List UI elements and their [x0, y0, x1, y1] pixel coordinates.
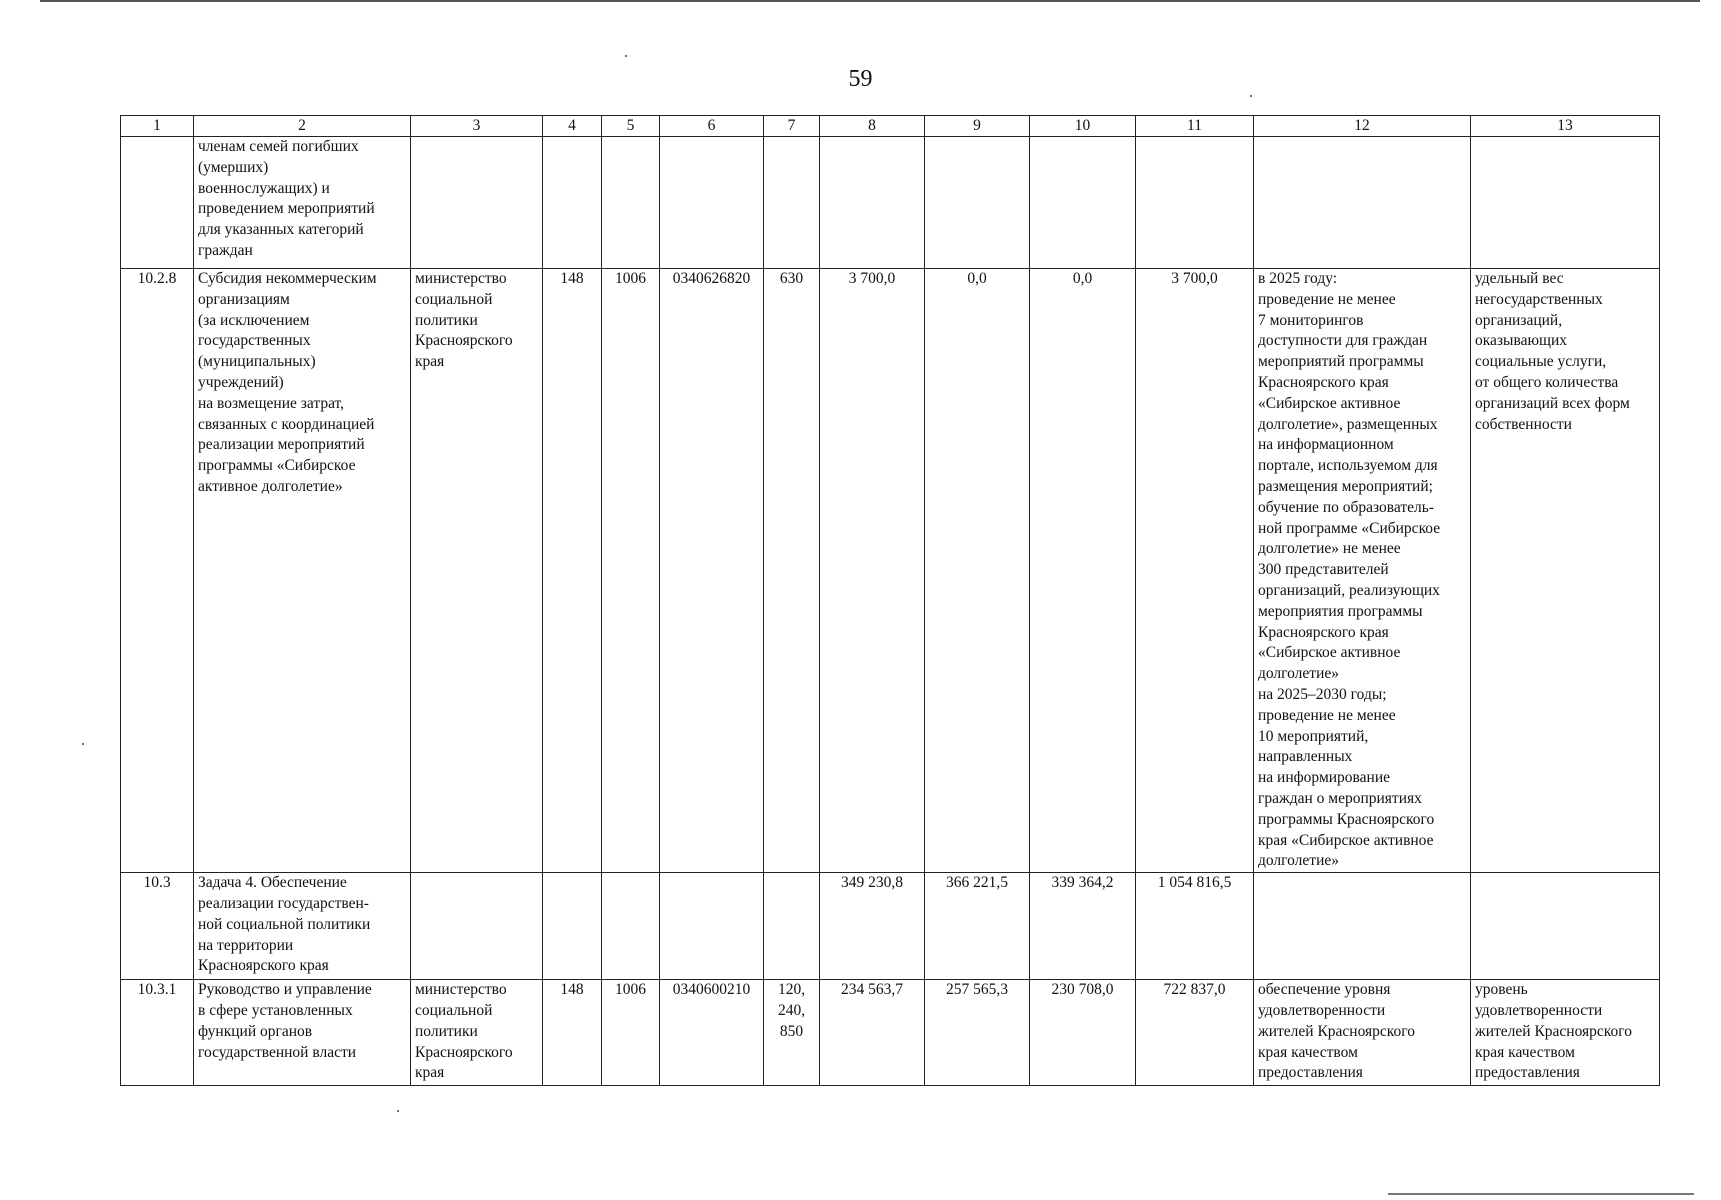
- rzpr-code: [602, 873, 660, 980]
- column-number-row: [121, 116, 1660, 137]
- amount-2025: 349 230,8: [820, 873, 925, 980]
- grbs-code: [543, 873, 602, 980]
- rzpr-code: [602, 137, 660, 269]
- executor: [411, 873, 543, 980]
- scan-speck: [625, 55, 627, 57]
- indicator: [1471, 873, 1660, 980]
- grbs-code: 148: [543, 980, 602, 1086]
- col-header-3: 3: [411, 116, 543, 137]
- expected-result: в 2025 году: проведение не менее 7 мониторингов доступности для граждан мероприятий программы Красноярского края «Сибирское активное долголетие», размещенных на информационном портале, используемом для размещения мероприятий; обучение по образователь- ной программе «Сибирское долголетие» не менее 300 представителей организаций, реализующих мероприятия программы Красноярского края «Сибирское активное долголетие» на 2025–2030 годы; проведение не менее 10 мероприятий, направленных на информирование граждан о мероприятиях программы Красноярского края «Сибирское активное долголетие»: [1254, 269, 1471, 873]
- csr-code: [660, 873, 764, 980]
- measure-name: членам семей погибших (умерших) военнослужащих) и проведением мероприятий для указанных категорий граждан: [194, 137, 411, 269]
- vr-code: [764, 873, 820, 980]
- table-row: [121, 269, 1660, 873]
- page-number: 59: [848, 66, 873, 92]
- col-header-6: 6: [660, 116, 764, 137]
- amount-2027: 0,0: [1030, 269, 1136, 873]
- scan-speck: [397, 1110, 399, 1112]
- table-row: [121, 980, 1660, 1086]
- row-number: [121, 137, 194, 269]
- executor: министерство социальной политики Красноярского края: [411, 269, 543, 873]
- amount-2026: 0,0: [925, 269, 1030, 873]
- amount-2027: [1030, 137, 1136, 269]
- vr-code: [764, 137, 820, 269]
- vr-code: 120, 240, 850: [764, 980, 820, 1086]
- measure-name: Руководство и управление в сфере установленных функций органов государственной власти: [194, 980, 411, 1086]
- col-header-2: 2: [194, 116, 411, 137]
- col-header-11: 11: [1136, 116, 1254, 137]
- amount-2026: 257 565,3: [925, 980, 1030, 1086]
- amount-total: 1 054 816,5: [1136, 873, 1254, 980]
- row-number: 10.3: [121, 873, 194, 980]
- amount-2025: 234 563,7: [820, 980, 925, 1086]
- col-header-10: 10: [1030, 116, 1136, 137]
- rzpr-code: 1006: [602, 269, 660, 873]
- row-number: 10.3.1: [121, 980, 194, 1086]
- bottom-scan-line: [1388, 1193, 1694, 1195]
- col-header-5: 5: [602, 116, 660, 137]
- indicator: [1471, 137, 1660, 269]
- expected-result: обеспечение уровня удовлетворенности жителей Красноярского края качеством предоставления: [1254, 980, 1471, 1086]
- rzpr-code: 1006: [602, 980, 660, 1086]
- amount-2027: 339 364,2: [1030, 873, 1136, 980]
- col-header-9: 9: [925, 116, 1030, 137]
- amount-2027: 230 708,0: [1030, 980, 1136, 1086]
- col-header-7: 7: [764, 116, 820, 137]
- amount-2026: 366 221,5: [925, 873, 1030, 980]
- table-row: [121, 137, 1660, 269]
- col-header-12: 12: [1254, 116, 1471, 137]
- col-header-8: 8: [820, 116, 925, 137]
- col-header-1: 1: [121, 116, 194, 137]
- scan-speck: [1250, 95, 1252, 97]
- program-measures-table: [120, 115, 1660, 1086]
- grbs-code: [543, 137, 602, 269]
- row-number: 10.2.8: [121, 269, 194, 873]
- table-row: [121, 873, 1660, 980]
- measure-name: Задача 4. Обеспечение реализации государствен- ной социальной политики на территории Красноярского края: [194, 873, 411, 980]
- amount-total: 722 837,0: [1136, 980, 1254, 1086]
- amount-total: 3 700,0: [1136, 269, 1254, 873]
- measure-name: Субсидия некоммерческим организациям (за исключением государственных (муниципальных) учреждений) на возмещение затрат, связанных с координацией реализации мероприятий программы «Сибирское активное долголетие»: [194, 269, 411, 873]
- amount-2025: [820, 137, 925, 269]
- executor: министерство социальной политики Красноярского края: [411, 980, 543, 1086]
- top-page-rule: [40, 0, 1700, 2]
- csr-code: 0340600210: [660, 980, 764, 1086]
- col-header-4: 4: [543, 116, 602, 137]
- expected-result: [1254, 137, 1471, 269]
- indicator: удельный вес негосударственных организаций, оказывающих социальные услуги, от общего количества организаций всех форм собственности: [1471, 269, 1660, 873]
- indicator: уровень удовлетворенности жителей Красноярского края качеством предоставления: [1471, 980, 1660, 1086]
- amount-total: [1136, 137, 1254, 269]
- amount-2026: [925, 137, 1030, 269]
- csr-code: 0340626820: [660, 269, 764, 873]
- executor: [411, 137, 543, 269]
- amount-2025: 3 700,0: [820, 269, 925, 873]
- col-header-13: 13: [1471, 116, 1660, 137]
- grbs-code: 148: [543, 269, 602, 873]
- csr-code: [660, 137, 764, 269]
- expected-result: [1254, 873, 1471, 980]
- vr-code: 630: [764, 269, 820, 873]
- scan-speck: [82, 743, 84, 745]
